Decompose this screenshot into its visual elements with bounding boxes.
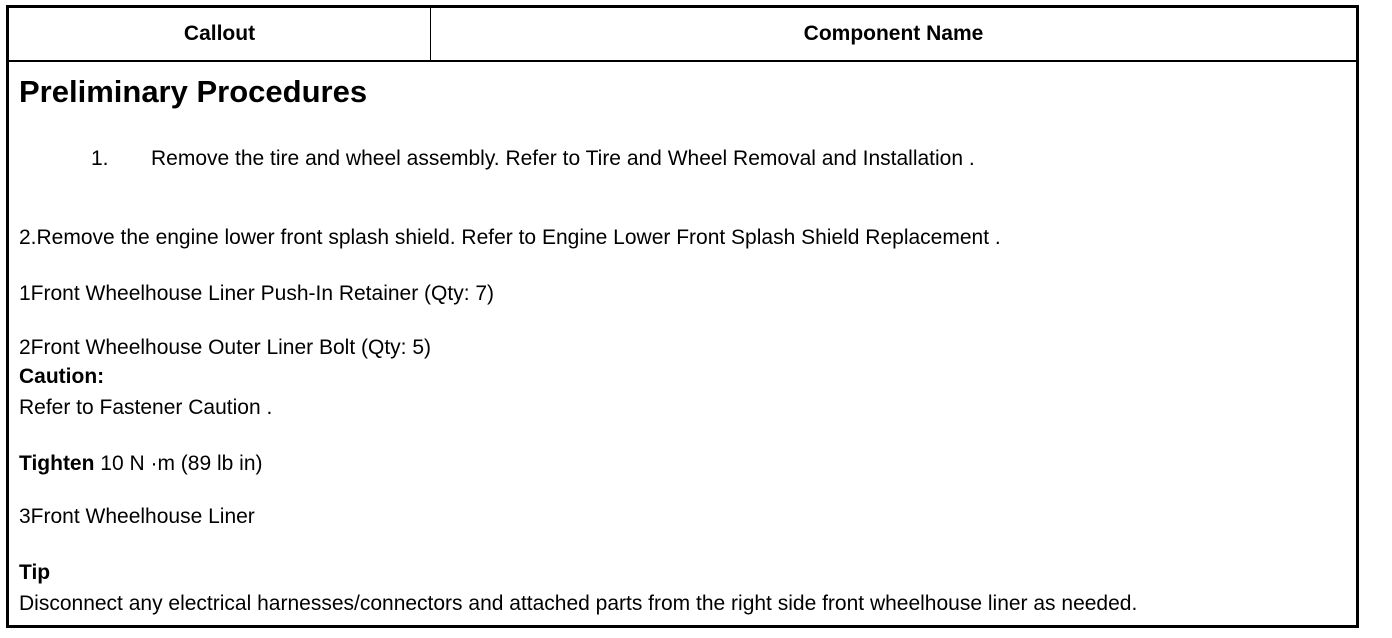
step-1-number: 1. xyxy=(91,147,109,170)
tip-text: Disconnect any electrical harnesses/connectors and attached parts from the right side front wheelhouse liner as needed. xyxy=(19,592,1138,615)
tighten-spec xyxy=(19,452,263,476)
section-title: Preliminary Procedures xyxy=(19,74,368,109)
tighten-label: Tighten xyxy=(19,452,95,475)
tip-label: Tip xyxy=(19,561,51,584)
caution-text: Refer to Fastener Caution . xyxy=(19,396,273,419)
callout-item-3: 3Front Wheelhouse Liner xyxy=(19,505,255,528)
callout-column-header: Callout xyxy=(9,8,431,60)
callout-item-2: 2Front Wheelhouse Outer Liner Bolt (Qty: 5) xyxy=(19,336,432,359)
step-1-text: Remove the tire and wheel assembly. Refer to Tire and Wheel Removal and Installation . xyxy=(151,147,975,170)
callout-item-1: 1Front Wheelhouse Liner Push-In Retainer (Qty: 7) xyxy=(19,282,495,305)
step-2-text: 2.Remove the engine lower front splash shield. Refer to Engine Lower Front Splash Shield Replacement . xyxy=(19,226,1001,249)
caution-label: Caution: xyxy=(19,365,105,388)
table-header-row xyxy=(9,8,1356,62)
procedure-table xyxy=(6,5,1359,628)
tighten-value: 10 N ·m (89 lb in) xyxy=(94,452,263,475)
component-name-column-header: Component Name xyxy=(803,22,984,45)
